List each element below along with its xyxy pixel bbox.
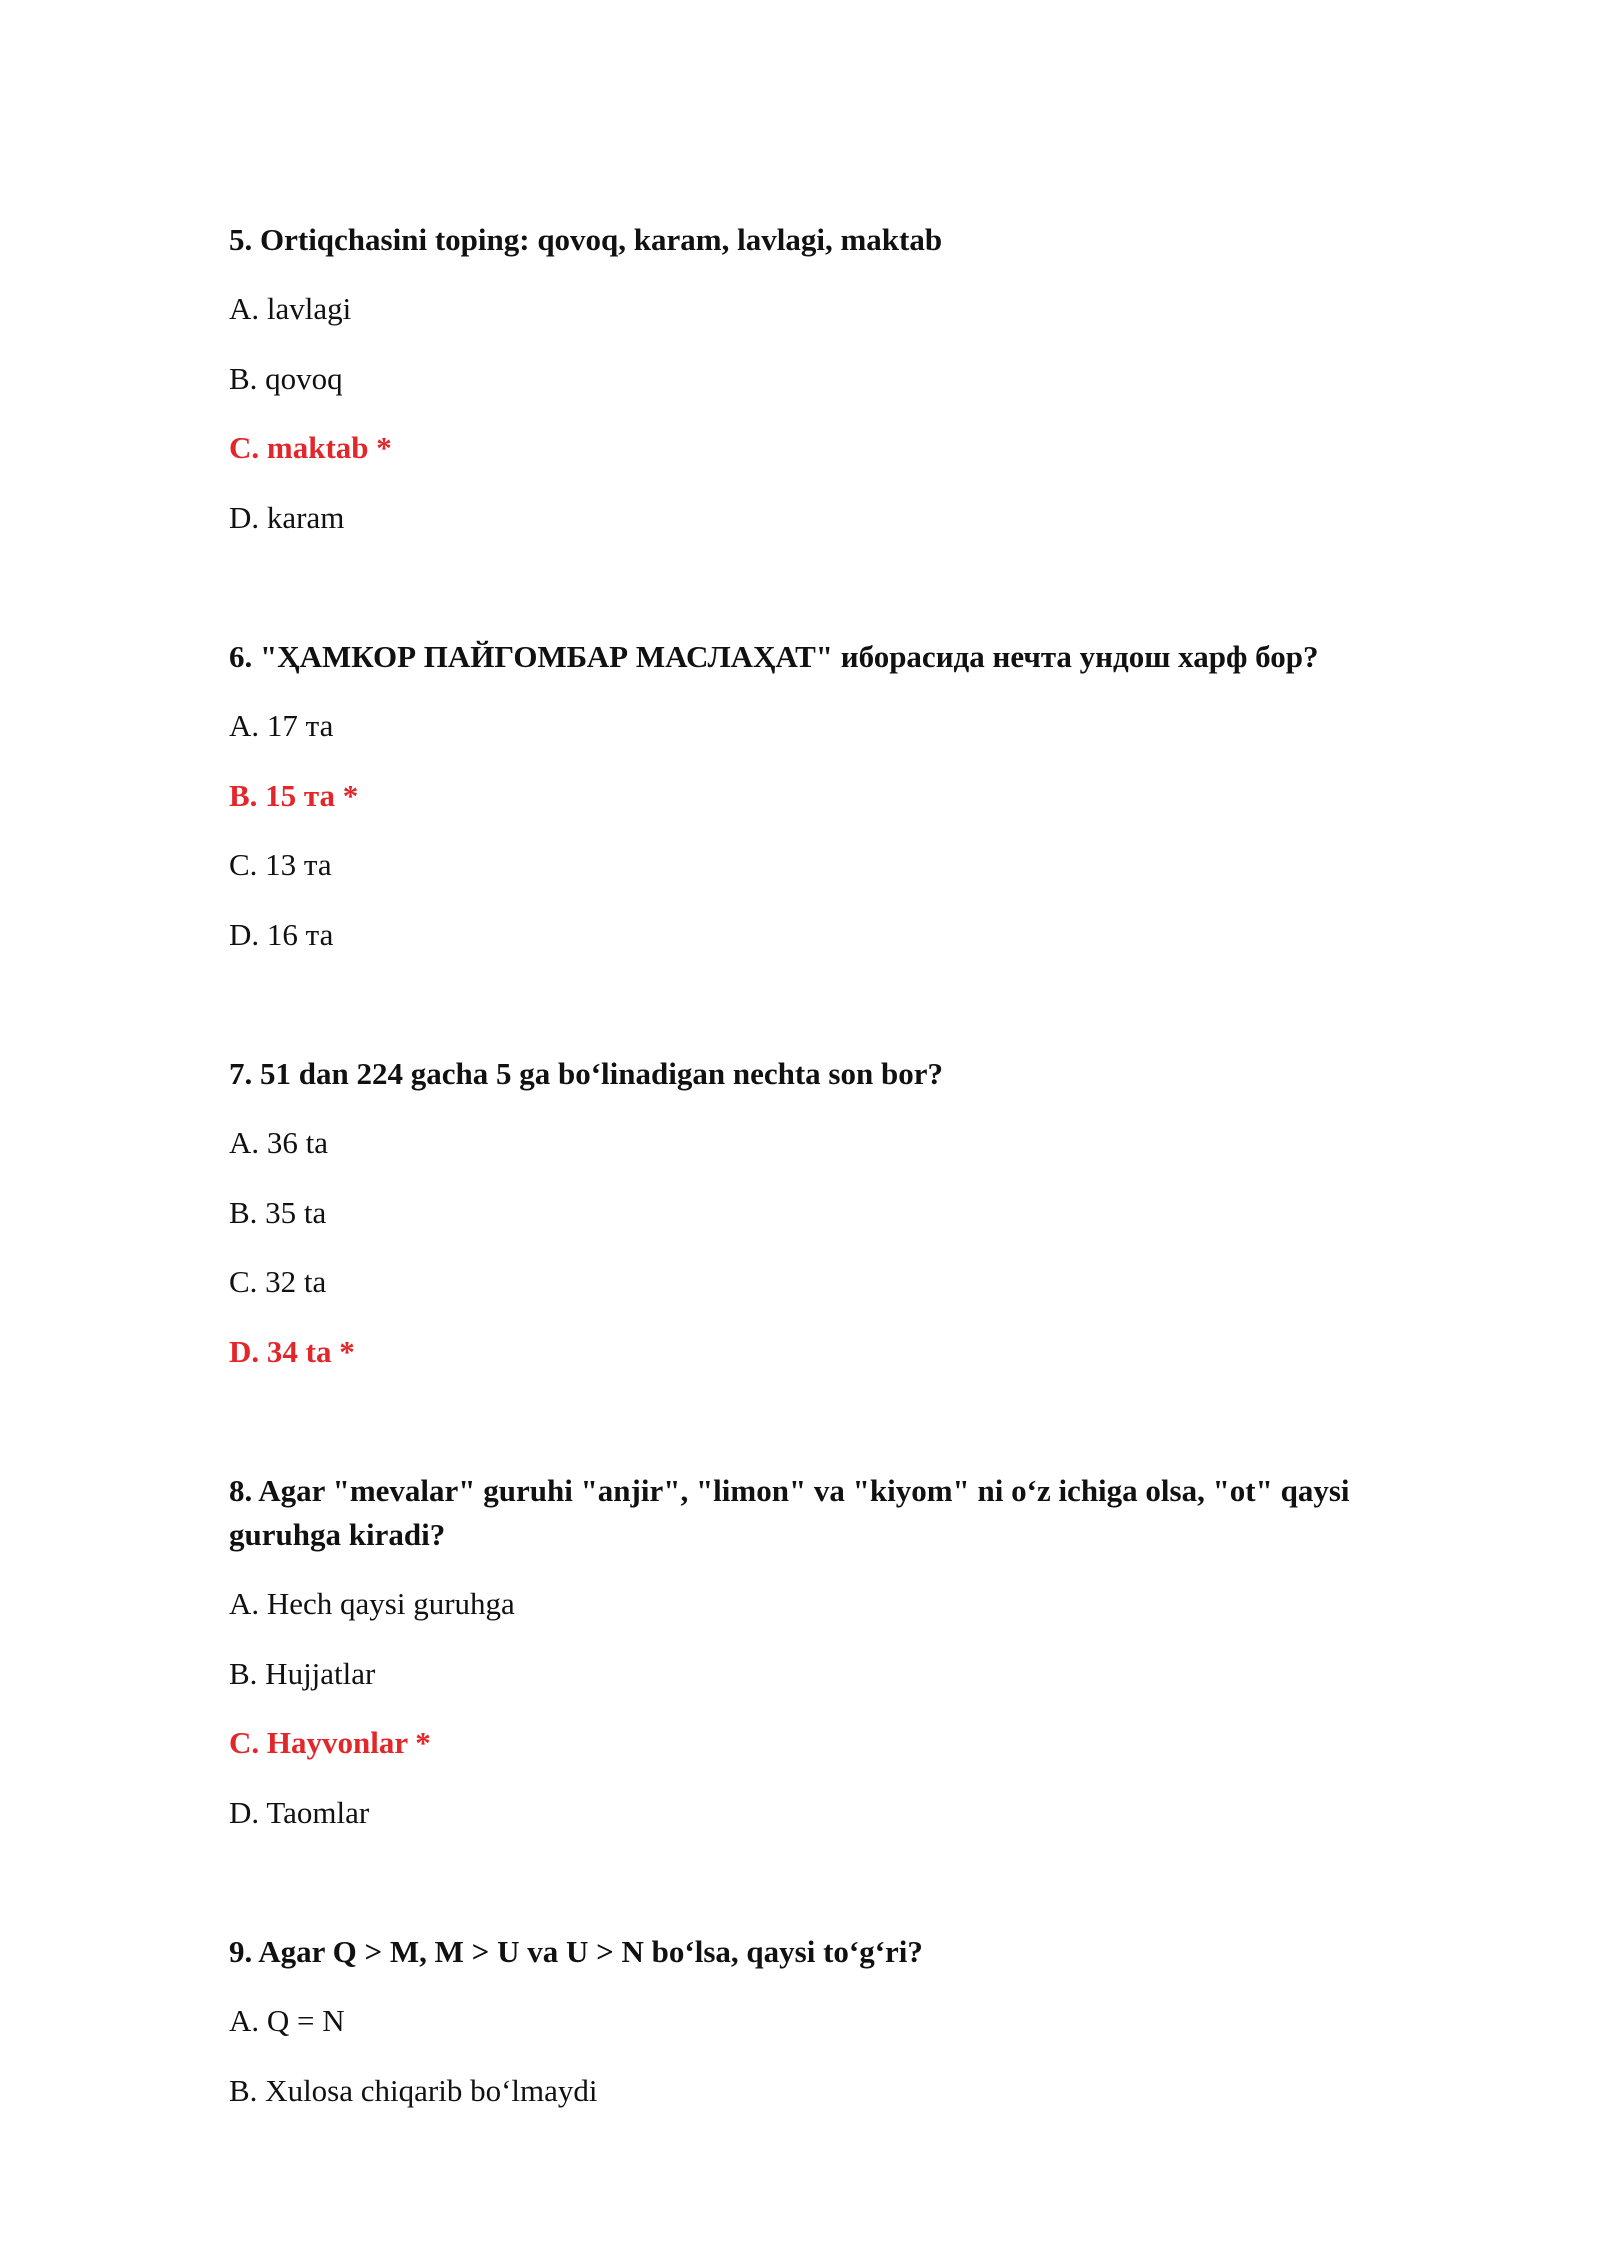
question-9 [229, 1930, 1409, 2113]
question-spacer [229, 565, 1409, 635]
question-text: 9. Agar Q > M, M > U va U > N boʻlsa, qaysi toʻgʻri? [229, 1934, 923, 1969]
option-b-correct: B. 15 та * [229, 777, 359, 813]
question-text: 6. "ҲАМКОР ПАЙГОМБАР МАСЛАҲАТ" иборасида нечта ундош харф бор? [229, 639, 1319, 674]
option-c: C. 32 ta [229, 1264, 327, 1299]
option-d: D. Taomlar [229, 1794, 370, 1830]
question-5 [229, 218, 1409, 540]
option-c-correct: C. Hayvonlar * [229, 1725, 431, 1760]
option-a: A. 36 ta [229, 1125, 329, 1160]
option-b: B. Xulosa chiqarib boʻlmaydi [229, 2072, 598, 2108]
option-a: A. Q = N [229, 2003, 345, 2038]
question-text: 8. Agar "mevalar" guruhi "anjir", "limon" va "kiyom" ni oʻz ichiga olsa, "ot" qaysi guruhga kiradi? [229, 1473, 1350, 1552]
quiz-content [229, 218, 1409, 2138]
option-a: A. Hech qaysi guruhga [229, 1586, 515, 1621]
option-a: A. 17 та [229, 708, 334, 743]
question-7 [229, 1052, 1409, 1374]
question-spacer [229, 1860, 1409, 1930]
question-spacer [229, 1399, 1409, 1469]
option-b: B. Hujjatlar [229, 1655, 376, 1691]
option-c: C. 13 та [229, 847, 332, 882]
option-b: B. 35 ta [229, 1194, 327, 1230]
question-spacer [229, 982, 1409, 1052]
question-text: 5. Ortiqchasini toping: qovoq, karam, lavlagi, maktab [229, 222, 943, 257]
option-c-correct: C. maktab * [229, 430, 392, 465]
question-8 [229, 1469, 1409, 1835]
option-d: D. 16 та [229, 916, 334, 952]
option-a: A. lavlagi [229, 291, 352, 326]
option-d: D. karam [229, 499, 345, 535]
option-d-correct: D. 34 ta * [229, 1333, 355, 1369]
question-6 [229, 635, 1409, 957]
option-b: B. qovoq [229, 360, 343, 396]
question-text: 7. 51 dan 224 gacha 5 ga boʻlinadigan nechta son bor? [229, 1056, 943, 1091]
